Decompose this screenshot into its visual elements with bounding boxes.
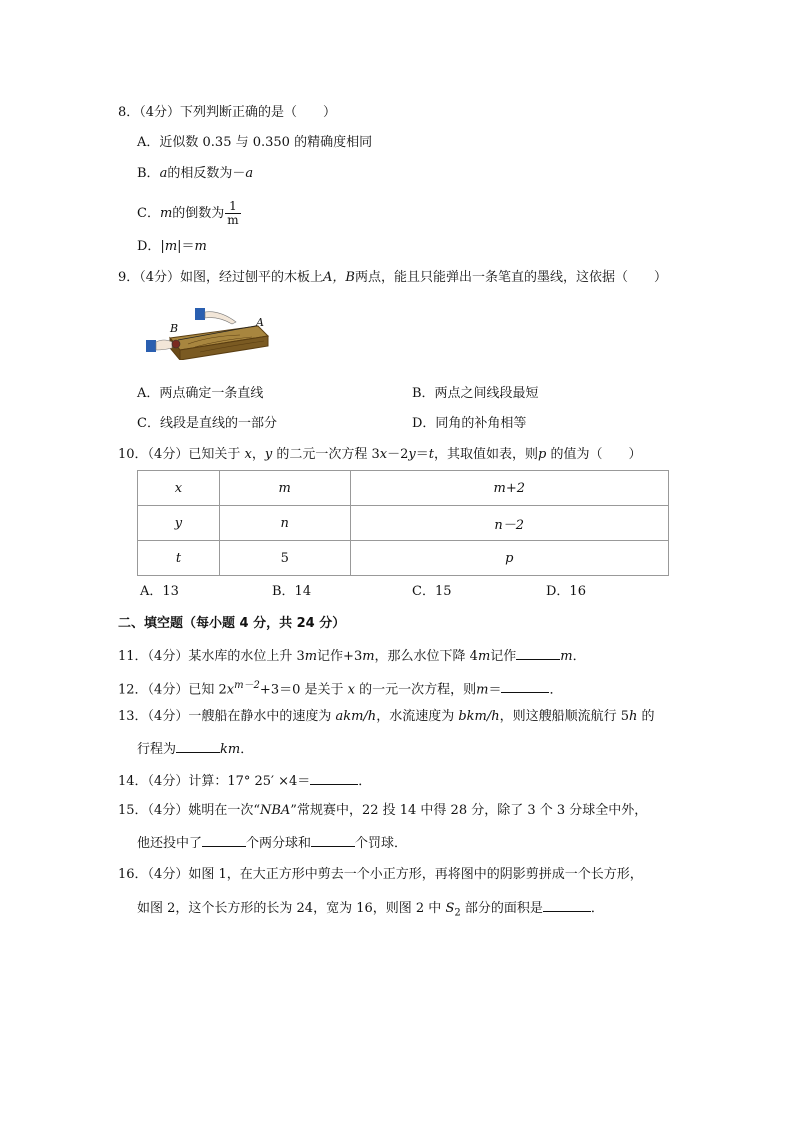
q10-option-d: D．16 xyxy=(546,584,586,599)
table-cell: n xyxy=(219,506,350,541)
table-cell: y xyxy=(138,506,220,541)
table-row xyxy=(138,471,669,506)
reciprocal-fraction: $\frac{1}{m}$ xyxy=(227,199,239,227)
answer-blank[interactable] xyxy=(176,739,220,753)
table-cell: m xyxy=(219,471,350,506)
q16-line1: 16．（4分）如图 1，在大正方形中剪去一个小正方形，再将图中的阴影剪拼成一个长方形， xyxy=(118,867,643,882)
table-row xyxy=(138,506,669,541)
q15-line1: 15．（4分）姚明在一次“NBA”常规赛中，22 投 14 中得 28 分，除了 3 个 3 分球全中外， xyxy=(118,803,648,818)
q11: 11．（4分）某水库的水位上升 3m记作+3m，那么水位下降 4m记作 m． xyxy=(118,646,586,666)
answer-blank[interactable] xyxy=(310,771,358,785)
value-table xyxy=(137,470,669,576)
answer-blank[interactable] xyxy=(543,898,591,912)
q16-line2: 如图 2，这个长方形的长为 24，宽为 16，则图 2 中 $S_2$ 部分的面积是 ． xyxy=(137,898,604,923)
q15-line2: 他还投中了 个两分球和 个罚球． xyxy=(137,833,407,853)
section-heading: 二、填空题（每小题 4 分，共 24 分） xyxy=(118,616,346,631)
q10-option-b: B．14 xyxy=(272,584,312,599)
q8-stem: 8．（4分）下列判断正确的是（ ） xyxy=(118,105,337,120)
table-cell: n－2 xyxy=(350,506,669,541)
q10-stem: 10．（4分）已知关于 x，y 的二元一次方程 3x－2y＝t，其取值如表，则p 的值为（ ） xyxy=(118,447,642,462)
q10-option-c: C．15 xyxy=(412,584,452,599)
q9-option-a: A．两点确定一条直线 xyxy=(137,386,264,401)
q8-option-b: B．a的相反数为－a xyxy=(137,166,254,181)
table-cell: 5 xyxy=(219,541,350,576)
q13-line1: 13．（4分）一艘船在静水中的速度为 akm/h，水流速度为 bkm/h，则这艘船顺流航行 5h 的 xyxy=(118,709,655,724)
q9-stem: 9．（4分）如图，经过刨平的木板上A，B两点，能且只能弹出一条笔直的墨线，这依据（ ） xyxy=(118,270,668,285)
q8-option-c: C．m的倒数为 $\frac{1}{m}$ xyxy=(137,199,239,227)
hand-left-sleeve xyxy=(146,340,156,352)
table-cell: x xyxy=(138,471,220,506)
answer-blank[interactable] xyxy=(311,833,355,847)
q12: 12．（4分）已知 $2x^{m-2}+3=0$ 是关于 x 的一元一次方程，则m＝ ． xyxy=(118,680,563,698)
q8-option-d: D．|m|＝m xyxy=(137,239,207,254)
table-cell: t xyxy=(138,541,220,576)
point-b-label: B xyxy=(170,322,179,335)
answer-blank[interactable] xyxy=(202,833,246,847)
q14: 14．（4分）计算：17° 25′ ×4＝ ． xyxy=(118,771,371,791)
q9-option-b: B．两点之间线段最短 xyxy=(412,386,539,401)
answer-blank[interactable] xyxy=(516,646,560,660)
wood-board-figure xyxy=(140,302,270,360)
point-a-label: A xyxy=(256,316,264,329)
hand-right-sleeve xyxy=(195,308,205,320)
q8-option-a: A．近似数 0.35 与 0.350 的精确度相同 xyxy=(137,135,373,150)
table-row xyxy=(138,541,669,576)
answer-blank[interactable] xyxy=(501,679,549,693)
table-cell: p xyxy=(350,541,669,576)
q9-option-c: C．线段是直线的一部分 xyxy=(137,416,277,431)
q10-option-a: A．13 xyxy=(140,584,179,599)
q13-line2: 行程为 km． xyxy=(137,739,253,759)
q9-option-d: D．同角的补角相等 xyxy=(412,416,527,431)
table-cell: m+2 xyxy=(350,471,669,506)
